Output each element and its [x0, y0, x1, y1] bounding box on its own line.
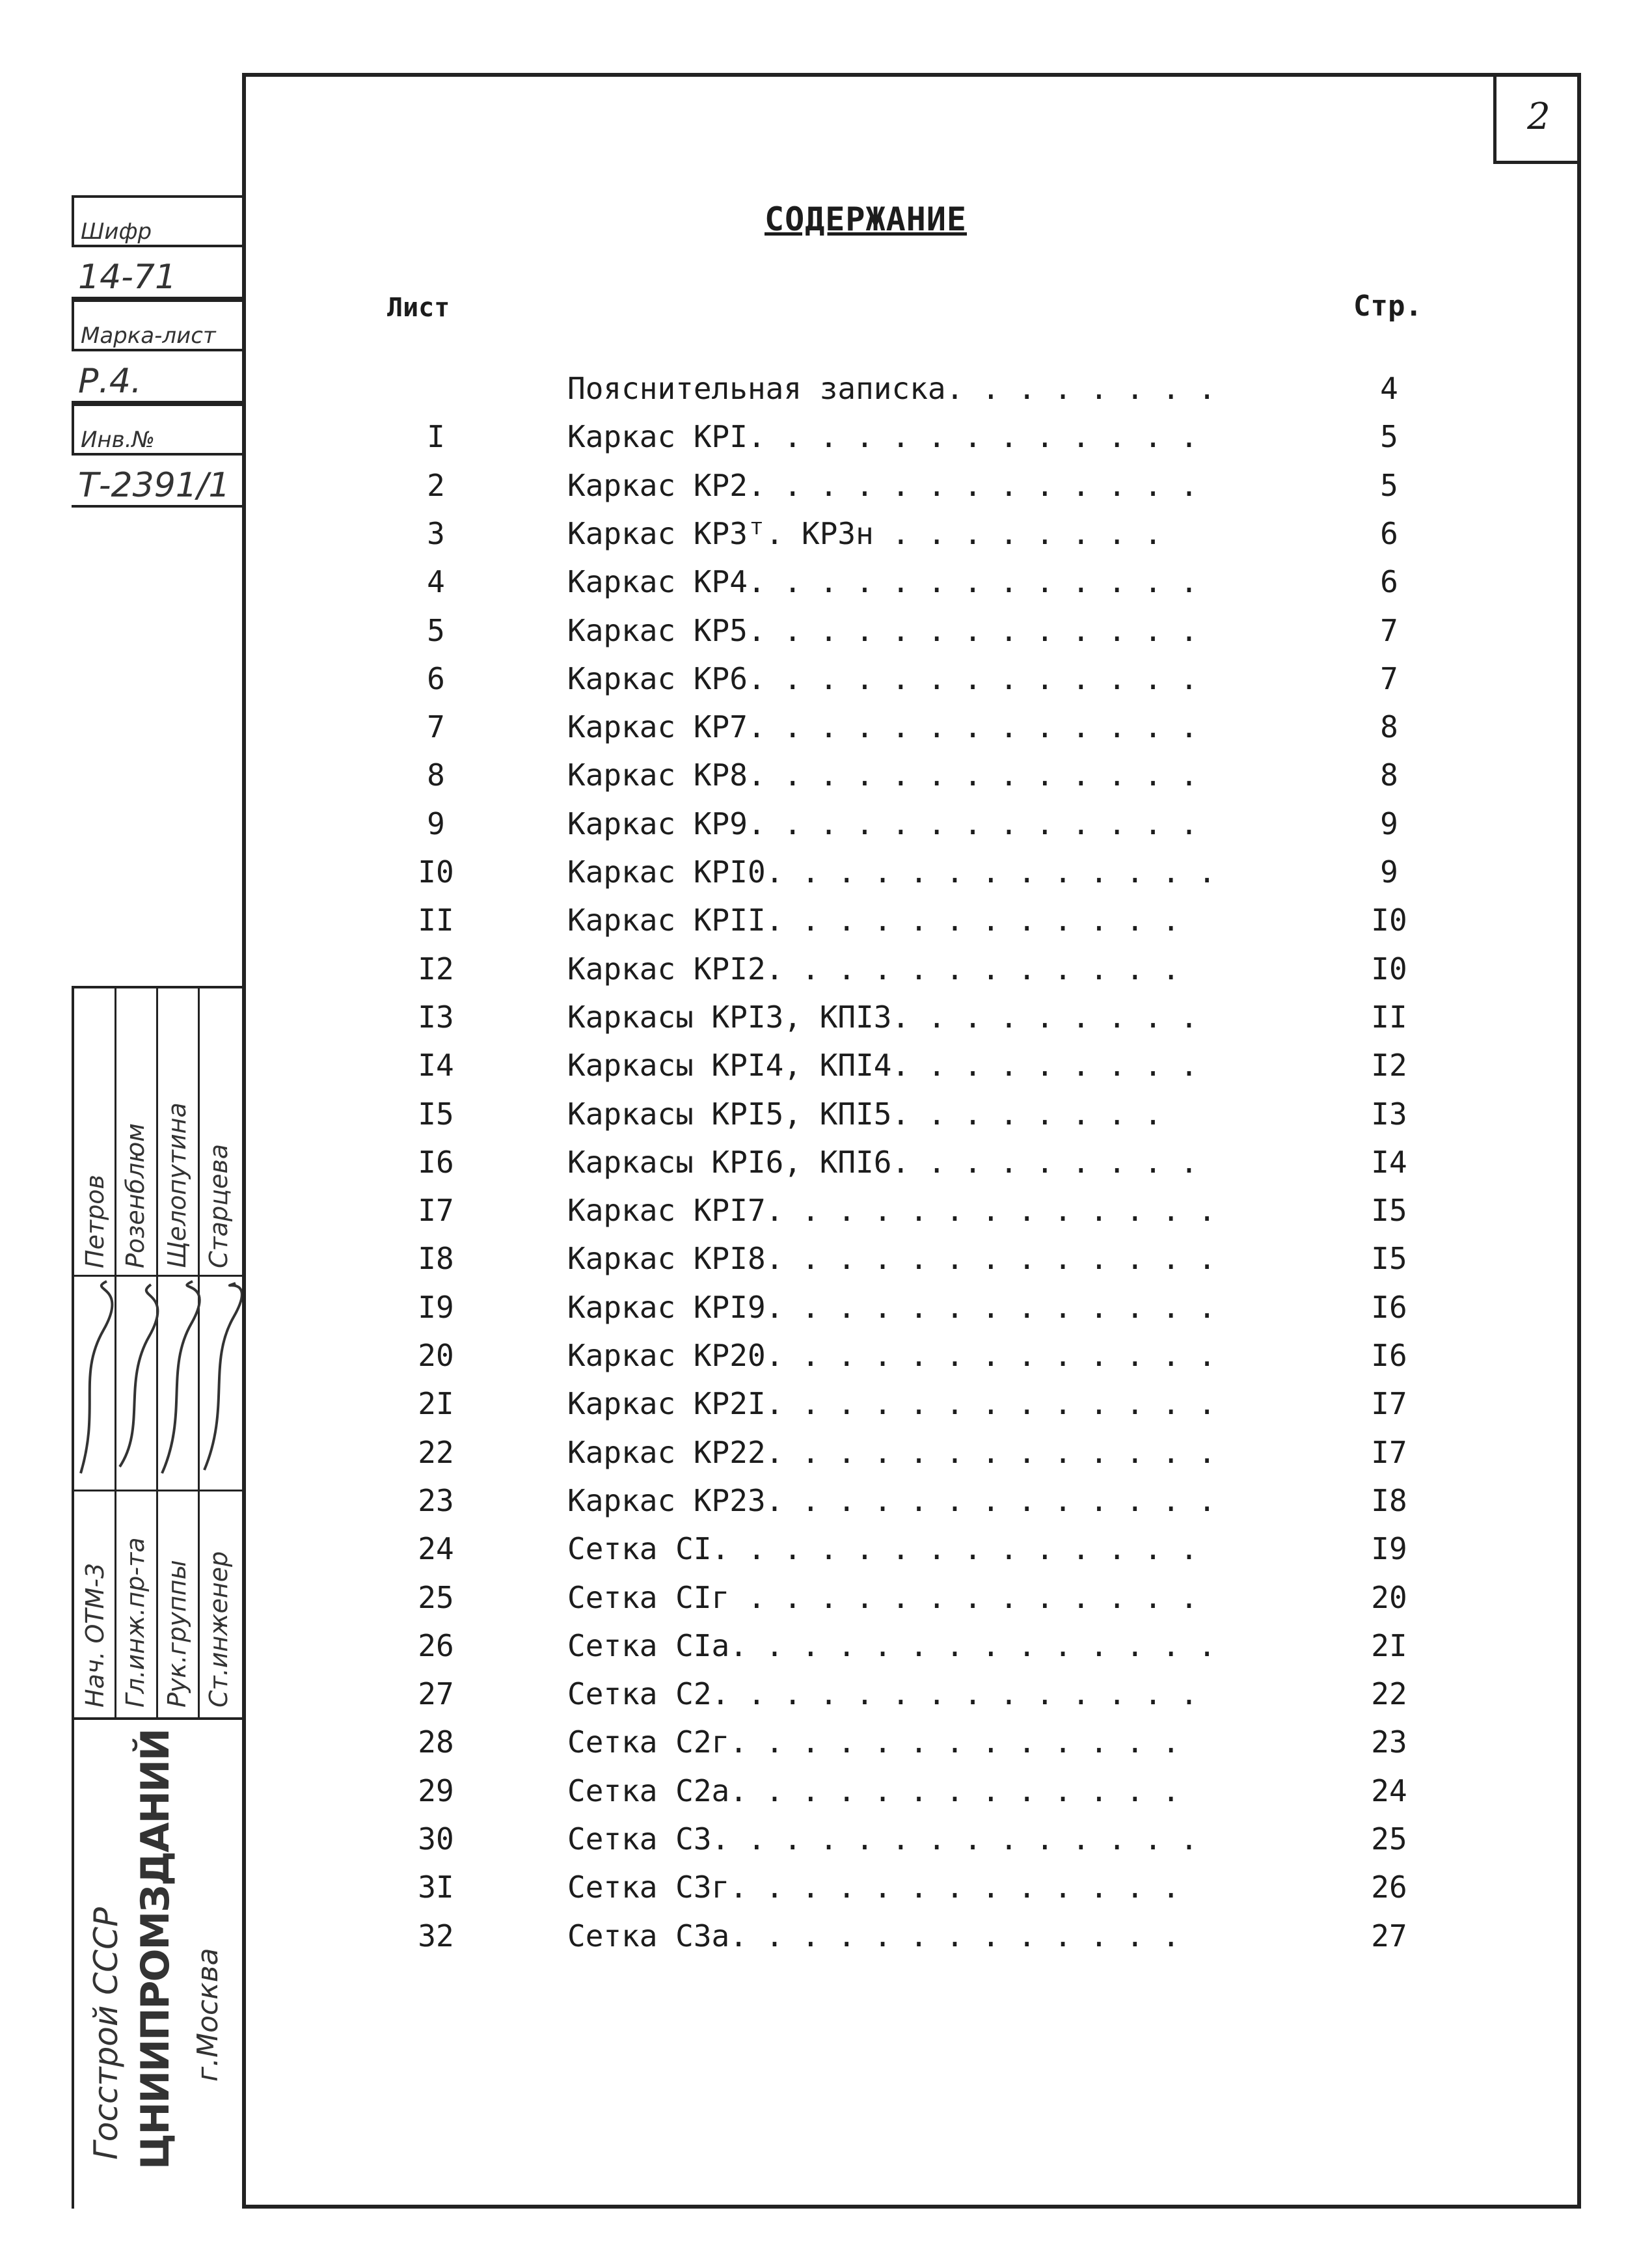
toc-entry-title: Каркас КР8. . . . . . . . . . . . . — [567, 757, 1198, 793]
toc-entry — [384, 1525, 1451, 1573]
toc-entry-title: Каркас КРI9. . . . . . . . . . . . . — [567, 1289, 1216, 1325]
toc-entry-page: I0 — [1371, 951, 1407, 987]
toc-entry-page: I3 — [1371, 1096, 1407, 1132]
toc-entry-page: 6 — [1380, 564, 1398, 600]
toc-entry-title: Каркас КР2I. . . . . . . . . . . . . — [567, 1386, 1216, 1422]
toc-entry — [384, 1573, 1451, 1622]
toc-entry-number: 26 — [418, 1627, 454, 1663]
toc-entry-title: Каркасы КРI3, КПI3. . . . . . . . . — [567, 999, 1198, 1035]
stamp-institute: ЦНИИПРОМЗДАНИЙ — [133, 1729, 178, 2170]
toc-entry-title: Каркас КРI. . . . . . . . . . . . . — [567, 419, 1198, 455]
toc-entry-title: Сетка С3. . . . . . . . . . . . . . — [567, 1821, 1198, 1857]
toc-entry-number: 30 — [418, 1821, 454, 1857]
toc-entry-page: 4 — [1380, 371, 1398, 406]
toc-entry-number: 4 — [427, 564, 445, 600]
toc-entry — [384, 1622, 1451, 1670]
toc-entry — [384, 1234, 1451, 1283]
toc-entry-page: 23 — [1371, 1724, 1407, 1760]
column-header-sheet: Лист — [387, 293, 450, 323]
toc-entry-page: 5 — [1380, 467, 1398, 503]
stamp-bottom — [72, 986, 242, 2209]
toc-entry-title: Каркас КР9. . . . . . . . . . . . . — [567, 806, 1198, 841]
toc-entry — [384, 896, 1451, 944]
toc-entry-title: Каркас КРI7. . . . . . . . . . . . . — [567, 1193, 1216, 1229]
toc-entry — [384, 510, 1451, 558]
toc-entry-number: 27 — [418, 1676, 454, 1712]
toc-entry-number: I0 — [418, 854, 454, 890]
toc-entry-page: I8 — [1371, 1482, 1407, 1518]
toc-entry — [384, 751, 1451, 799]
toc-entry-page: I6 — [1371, 1338, 1407, 1373]
toc-entry-title: Сетка СIг . . . . . . . . . . . . . — [567, 1579, 1198, 1615]
toc-entry-number: I7 — [418, 1193, 454, 1229]
toc-entry — [384, 413, 1451, 461]
toc-entry-page: I7 — [1371, 1434, 1407, 1470]
toc-entry-title: Каркас КР22. . . . . . . . . . . . . — [567, 1434, 1216, 1470]
stamp-name: Петров — [81, 1175, 109, 1268]
stamp-name: Щелопутина — [163, 1102, 191, 1268]
toc-entry-title: Каркас КР20. . . . . . . . . . . . . — [567, 1338, 1216, 1373]
toc-entry-number: I4 — [418, 1048, 454, 1083]
toc-entry-title: Каркас КР23. . . . . . . . . . . . . — [567, 1482, 1216, 1518]
toc-entry-page: I7 — [1371, 1386, 1407, 1422]
toc-entry — [384, 1090, 1451, 1138]
stamp-top-cell: 14-71 — [72, 247, 242, 299]
stamp-name: Старцева — [204, 1143, 233, 1268]
toc-entry-number: 32 — [418, 1918, 454, 1954]
toc-entry-page: 27 — [1371, 1918, 1407, 1954]
toc-entry-title: Сетка С3а. . . . . . . . . . . . . — [567, 1918, 1180, 1954]
toc-entry — [384, 1138, 1451, 1186]
stamp-top-cell: Р.4. — [72, 351, 242, 403]
toc-entry-title: Сетка С2а. . . . . . . . . . . . . — [567, 1773, 1180, 1808]
toc-entry-page: 20 — [1371, 1579, 1407, 1615]
toc-entry-number: I5 — [418, 1096, 454, 1132]
stamp-top — [72, 195, 242, 508]
stamp-role: Нач. ОТМ-3 — [81, 1562, 109, 1708]
toc-entry-title: Каркас КРI8. . . . . . . . . . . . . — [567, 1241, 1216, 1277]
toc-entry — [384, 364, 1451, 413]
toc-entry-page: I4 — [1371, 1144, 1407, 1180]
toc-entry-title: Каркас КРI0. . . . . . . . . . . . . — [567, 854, 1216, 890]
toc-entry — [384, 1815, 1451, 1863]
toc-entry-page: 7 — [1380, 612, 1398, 648]
toc-entry-title: Каркасы КРI6, КПI6. . . . . . . . . — [567, 1144, 1198, 1180]
toc-entry — [384, 703, 1451, 751]
toc-entry — [384, 945, 1451, 993]
toc-entry-title: Сетка С3г. . . . . . . . . . . . . — [567, 1870, 1180, 1905]
toc-entry-title: Сетка С2. . . . . . . . . . . . . . — [567, 1676, 1198, 1712]
toc-entry-number: 7 — [427, 709, 445, 745]
toc-entry-title: Пояснительная записка. . . . . . . . — [567, 371, 1216, 406]
toc-entry-page: I2 — [1371, 1048, 1407, 1083]
stamp-name: Розенблюм — [121, 1123, 150, 1268]
toc-entry — [384, 1477, 1451, 1525]
toc-entry-number: 5 — [427, 612, 445, 648]
toc-entry — [384, 1331, 1451, 1380]
toc-entry-title: Каркас КР7. . . . . . . . . . . . . — [567, 709, 1198, 745]
toc-entry — [384, 1283, 1451, 1331]
toc-entry — [384, 1912, 1451, 1960]
toc-entry-number: 2I — [418, 1386, 454, 1422]
toc-entry-title: Каркас КР5. . . . . . . . . . . . . — [567, 612, 1198, 648]
toc-entry-page: I0 — [1371, 903, 1407, 938]
stamp-role: Ст.инженер — [204, 1551, 233, 1708]
toc-entry-page: 24 — [1371, 1773, 1407, 1808]
toc-entry-number: 24 — [418, 1531, 454, 1567]
toc-title: СОДЕРЖАНИЕ — [765, 200, 968, 238]
toc-entry-page: 9 — [1380, 854, 1398, 890]
toc-entry-page: II — [1371, 999, 1407, 1035]
toc-entry-number: I8 — [418, 1241, 454, 1277]
toc-entry — [384, 1863, 1451, 1911]
toc-entry — [384, 993, 1451, 1041]
page-number: 2 — [1527, 96, 1550, 138]
toc-entry — [384, 461, 1451, 510]
toc-entry-title: Каркасы КРI5, КПI5. . . . . . . . — [567, 1096, 1162, 1132]
toc-entry-number: 9 — [427, 806, 445, 841]
toc-entry — [384, 848, 1451, 896]
stamp-org: Госстрой СССР — [87, 1907, 125, 2160]
toc-entry-number: I — [427, 419, 445, 455]
stamp-divider — [74, 1717, 242, 1720]
toc-entry-number: 20 — [418, 1338, 454, 1373]
toc-entry-page: 22 — [1371, 1676, 1407, 1712]
toc-entry-number: 28 — [418, 1724, 454, 1760]
toc-entry-page: 2I — [1371, 1627, 1407, 1663]
toc-entry-page: 9 — [1380, 806, 1398, 841]
toc-entry-number: 22 — [418, 1434, 454, 1470]
toc-entry-title: Каркас КР6. . . . . . . . . . . . . — [567, 660, 1198, 696]
toc-entry-title: Каркас КР3ᵀ. КР3н . . . . . . . . — [567, 515, 1162, 551]
toc-entry-title: Каркас КР4. . . . . . . . . . . . . — [567, 564, 1198, 600]
toc-entry-number: I6 — [418, 1144, 454, 1180]
toc-entry-number: 3 — [427, 515, 445, 551]
signatures — [74, 1278, 242, 1486]
toc-entry — [384, 1041, 1451, 1089]
stamp-top-cell: Инв.№ — [72, 403, 242, 456]
toc-entry — [384, 1428, 1451, 1477]
toc-entry-number: 2 — [427, 467, 445, 503]
toc-entry — [384, 558, 1451, 606]
toc-entry-number: I2 — [418, 951, 454, 987]
toc-entry-number: 3I — [418, 1870, 454, 1905]
toc-entry — [384, 800, 1451, 848]
toc-entry-page: 25 — [1371, 1821, 1407, 1857]
toc-entry — [384, 1380, 1451, 1428]
stamp-top-cell: Шифр — [72, 195, 242, 247]
toc-entry-page: 7 — [1380, 660, 1398, 696]
toc-entry-number: 29 — [418, 1773, 454, 1808]
toc-entry-page: 26 — [1371, 1870, 1407, 1905]
toc-entry-page: I9 — [1371, 1531, 1407, 1567]
toc-entry-page: 8 — [1380, 757, 1398, 793]
stamp-row-line — [74, 1275, 242, 1277]
toc-entry-title: Сетка СIа. . . . . . . . . . . . . . — [567, 1627, 1216, 1663]
toc-entry — [384, 655, 1451, 703]
toc-entry-title: Каркас КР2. . . . . . . . . . . . . — [567, 467, 1198, 503]
toc-entry — [384, 1718, 1451, 1766]
toc-entry — [384, 1767, 1451, 1815]
toc-entry — [384, 1186, 1451, 1234]
column-header-page: Стр. — [1353, 290, 1422, 323]
toc-entry-number: 8 — [427, 757, 445, 793]
toc-entry-page: I5 — [1371, 1193, 1407, 1229]
toc-entry-number: II — [418, 903, 454, 938]
page-number-box — [1493, 73, 1581, 164]
stamp-top-cell: Марка-лист — [72, 299, 242, 351]
toc-entry-number: 25 — [418, 1579, 454, 1615]
stamp-top-cell: Т-2391/1 — [72, 456, 242, 508]
toc-entry-page: 6 — [1380, 515, 1398, 551]
toc-entry-number: I3 — [418, 999, 454, 1035]
toc-entry-number: 6 — [427, 660, 445, 696]
stamp-city: г.Москва — [191, 1948, 224, 2082]
toc-entry-number: I9 — [418, 1289, 454, 1325]
stamp-row-line — [74, 1490, 242, 1491]
toc-entry-title: Каркас КРI2. . . . . . . . . . . . — [567, 951, 1180, 987]
toc-entry-title: Каркасы КРI4, КПI4. . . . . . . . . — [567, 1048, 1198, 1083]
stamp-role: Гл.инж.пр-та — [121, 1537, 150, 1708]
toc-entry-page: I6 — [1371, 1289, 1407, 1325]
toc-entry-page: 8 — [1380, 709, 1398, 745]
toc-entry-title: Каркас КРII. . . . . . . . . . . . — [567, 903, 1180, 938]
toc-entry-number: 23 — [418, 1482, 454, 1518]
stamp-role: Рук.группы — [163, 1560, 191, 1708]
toc-entry-page: 5 — [1380, 419, 1398, 455]
toc-entry-page: I5 — [1371, 1241, 1407, 1277]
toc-entry-title: Сетка СI. . . . . . . . . . . . . . — [567, 1531, 1198, 1567]
toc-entry — [384, 606, 1451, 655]
toc-entry-title: Сетка С2г. . . . . . . . . . . . . — [567, 1724, 1180, 1760]
toc-entry — [384, 1670, 1451, 1718]
